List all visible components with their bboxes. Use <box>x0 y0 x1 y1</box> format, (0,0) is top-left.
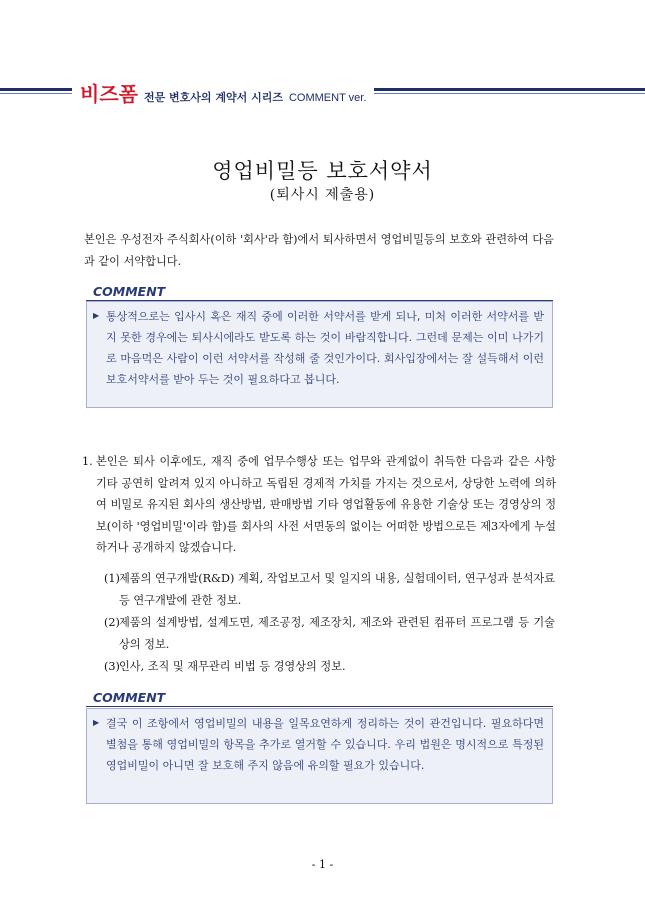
header-banner <box>72 78 374 106</box>
comment-box <box>86 301 553 408</box>
item-text: 제품의 설계방법, 설계도면, 제조공정, 제조장치, 제조와 관련된 컴퓨터 프로그램 등 기술상의 정보. <box>119 616 555 651</box>
comment-text: 결국 이 조항에서 영업비밀의 내용을 일목요연하게 정리하는 것이 관건입니다. 필요하다면 별첨을 통해 영업비밀의 항목을 추가로 열거할 수 있습니다. 우리 법원은 명시적으로 특정된 영업비밀이 아니면 잘 보호해 주지 않음에 유의할 필요가 있습니다. <box>106 717 544 772</box>
triangle-right-icon: ▶ <box>93 718 100 727</box>
clause-item <box>104 568 555 611</box>
item-number: (3) <box>104 660 120 673</box>
comment-label: COMMENT <box>93 690 166 705</box>
intro-paragraph: 본인은 우성전자 주식회사(이하 '회사'라 함)에서 퇴사하면서 영업비밀등의 보호와 관련하여 다음과 같이 서약합니다. <box>84 233 554 268</box>
item-text: 인사, 조직 및 재무관리 비법 등 경영상의 정보. <box>119 660 346 673</box>
document-subtitle: (퇴사시 제출용) <box>269 187 376 203</box>
clause-text: 본인은 퇴사 이후에도, 재직 중에 업무수행상 또는 업무와 관계없이 취득한 다음과 같은 사항 기타 공연히 알려져 있지 아니하고 독립된 경제적 가치를 가지는 것으로서, 상당한 노력에 의하여 비밀로 유지된 회사의 생산방법, 판매방법 기타 영업활동에 유용한 기술상 또는 경영상의 정보(이하 '영업비밀'이라 함)를 회사의 사전 서면동의 없이는 어떠한 방법으로든 제3자에게 누설하거나 공개하지 않겠습니다. <box>96 455 556 554</box>
item-number: (2) <box>104 616 120 629</box>
series-label: 전문 변호사의 계약서 시리즈 <box>143 91 283 104</box>
brand-logo: 비즈폼 <box>80 82 138 106</box>
triangle-right-icon: ▶ <box>93 311 100 320</box>
page-number: - 1 - <box>311 858 334 871</box>
comment-label: COMMENT <box>93 284 166 299</box>
document-title: 영업비밀등 보호서약서 <box>212 159 433 183</box>
comment-text: 통상적으로는 입사시 혹은 재직 중에 이러한 서약서를 받게 되나, 미처 이러한 서약서를 받지 못한 경우에는 퇴사시에라도 받도록 하는 것이 바람직합니다. 그런데 문제는 이미 나가기로 마음먹은 사람이 이런 서약서를 작성해 줄 것인가이다. 회사입장에서는 잘 설득해서 이런 보호서약서를 받아 두는 것이 필요하다고 봅니다. <box>106 310 544 386</box>
item-text: 제품의 연구개발(R&D) 계획, 작업보고서 및 일지의 내용, 실험데이터, 연구성과 분석자료 등 연구개발에 관한 정보. <box>119 572 555 607</box>
item-number: (1) <box>104 572 120 585</box>
version-label: COMMENT ver. <box>288 92 367 104</box>
clause-item <box>104 612 555 655</box>
clause-item <box>104 656 555 678</box>
comment-rule <box>86 706 553 707</box>
clause-1 <box>82 451 556 559</box>
comment-box <box>86 708 553 804</box>
clause-number: 1. <box>82 455 93 468</box>
